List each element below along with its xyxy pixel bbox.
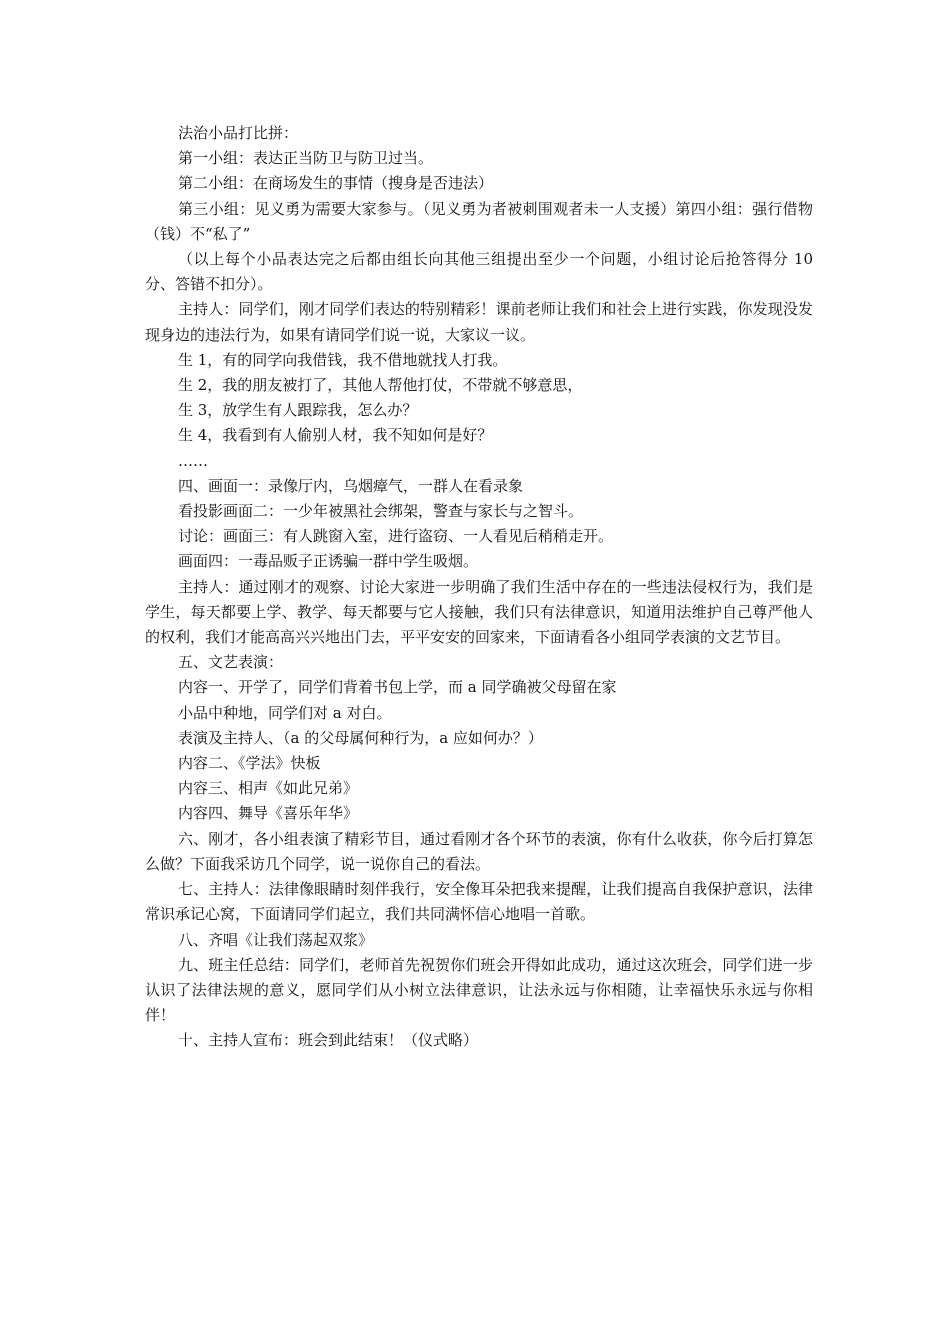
paragraph: 第一小组：表达正当防卫与防卫过当。 bbox=[178, 149, 434, 168]
paragraph: 生 1，有的同学向我借钱，我不借地就找人打我。 bbox=[178, 350, 508, 369]
paragraph: 六、刚才，各小组表演了精彩节目，通过看刚才各个环节的表演，你有什么收获，你今后打算怎么做？下面我采访几个同学，说一说你自己的看法。 bbox=[145, 829, 813, 873]
paragraph: 七、主持人：法律像眼睛时刻伴我行，安全像耳朵把我来提醒，让我们提高自我保护意识，法律常识承记心窝，下面请同学们起立，我们共同满怀信心地唱一首歌。 bbox=[145, 880, 813, 924]
paragraph: 八、齐唱《让我们荡起双浆》 bbox=[178, 930, 374, 949]
paragraph: 主持人：通过刚才的观察、讨论大家进一步明确了我们生活中存在的一些违法侵权行为，我们是学生，每天都要上学、教学、每天都要与它人接触，我们只有法律意识，知道用法维护自己尊严他人的权利，我们才能高高兴兴地出门去，平平安安的回家来，下面请看各小组同学表演的文艺节目。 bbox=[145, 577, 813, 647]
paragraph: 小品中种地，同学们对 a 对白。 bbox=[178, 703, 392, 722]
paragraph: 生 4，我看到有人偷别人材，我不知如何是好？ bbox=[178, 426, 493, 445]
paragraph: 画面四：一毒品贩子正诱骗一群中学生吸烟。 bbox=[178, 552, 479, 571]
paragraph: …… bbox=[178, 451, 208, 470]
paragraph: 法治小品打比拼： bbox=[178, 124, 299, 142]
paragraph: 五、文艺表演： bbox=[178, 653, 284, 672]
paragraph: 内容一、开学了，同学们背着书包上学，而 a 同学确被父母留在家 bbox=[178, 678, 617, 697]
paragraph: 生 3，放学生有人跟踪我，怎么办？ bbox=[178, 401, 418, 420]
paragraph: 看投影画面二：一少年被黑社会绑架，警查与家长与之智斗。 bbox=[178, 502, 584, 521]
paragraph: 第三小组：见义勇为需要大家参与。（见义勇为者被刺围观者未一人支援）第四小组：强行借物（钱）不“私了” bbox=[145, 199, 813, 243]
paragraph: 内容四、舞导《喜乐年华》 bbox=[178, 804, 359, 823]
document-body bbox=[145, 121, 813, 1054]
paragraph: 生 2，我的朋友被打了，其他人帮他打仗，不带就不够意思， bbox=[178, 376, 583, 395]
paragraph: 内容二、《学法》快板 bbox=[178, 754, 321, 773]
paragraph: （以上每个小品表达完之后都由组长向其他三组提出至少一个问题，小组讨论后抢答得分 10 分、答错不扣分）。 bbox=[145, 250, 813, 294]
paragraph: 内容三、相声《如此兄弟》 bbox=[178, 779, 359, 798]
paragraph: 九、班主任总结：同学们，老师首先祝贺你们班会开得如此成功，通过这次班会，同学们进一步认识了法律法规的意义，愿同学们从小树立法律意识，让法永远与你相随，让幸福快乐永远与你相伴！ bbox=[145, 955, 813, 1025]
paragraph: 十、主持人宣布：班会到此结束！（仪式略） bbox=[178, 1031, 479, 1050]
paragraph: 表演及主持人、（a 的父母属何种行为，a 应如何办？） bbox=[178, 728, 543, 747]
paragraph: 四、画面一：录像厅内，乌烟瘴气，一群人在看录象 bbox=[178, 476, 524, 495]
paragraph: 第二小组：在商场发生的事情（搜身是否违法） bbox=[178, 174, 494, 193]
paragraph: 讨论：画面三：有人跳窗入室，进行盗窃、一人看见后稍稍走开。 bbox=[178, 527, 614, 546]
paragraph: 主持人：同学们，刚才同学们表达的特别精彩！课前老师让我们和社会上进行实践，你发现没发现身边的违法行为，如果有请同学们说一说，大家议一议。 bbox=[145, 300, 813, 344]
